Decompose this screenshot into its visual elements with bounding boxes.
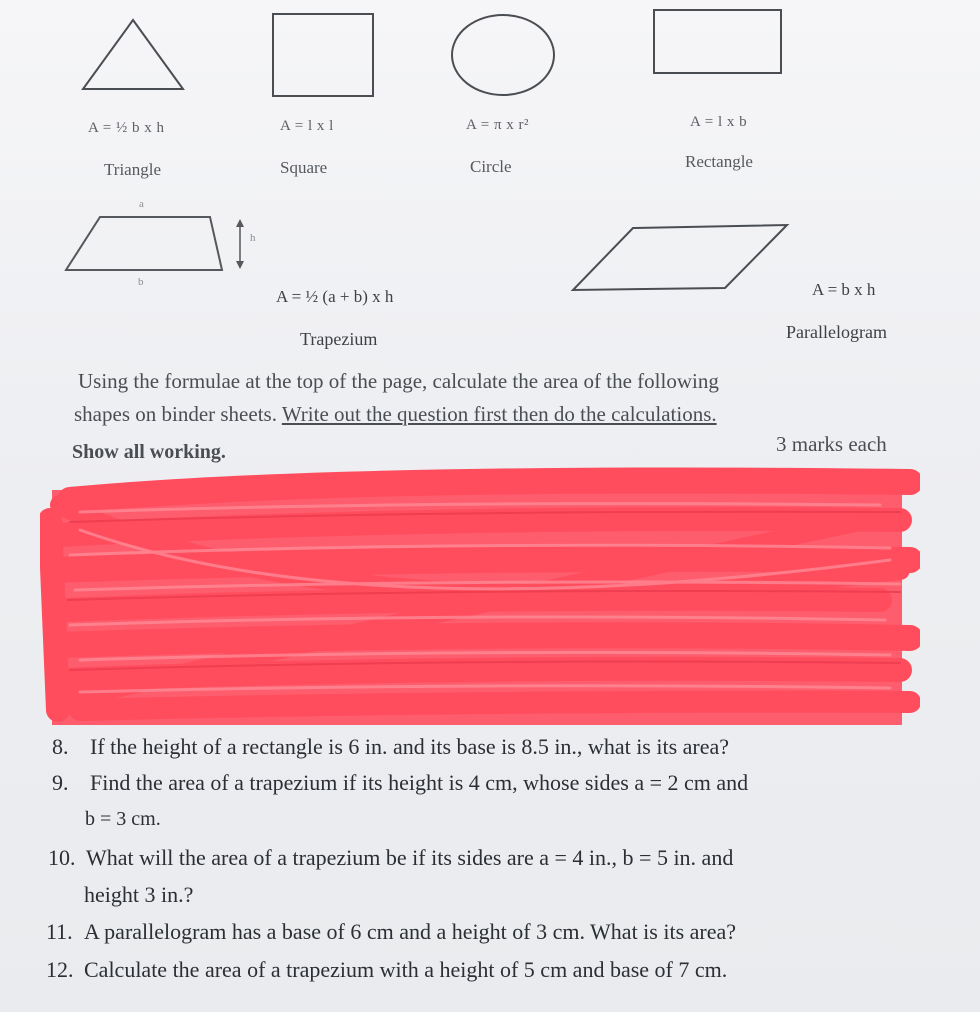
triangle-figure — [75, 15, 195, 95]
question-text: If the height of a rectangle is 6 in. and its base is 8.5 in., what is its area? — [90, 734, 730, 759]
question-text: A parallelogram has a base of 6 cm and a height of 3 cm. What is its area? — [84, 919, 737, 944]
question-number: 10. — [48, 845, 76, 870]
question-12 — [46, 951, 727, 988]
question-number: 9. — [52, 770, 69, 795]
instructions-line-2-underlined: Write out the question first then do the calculations. — [281, 402, 717, 426]
question-number: 8. — [52, 734, 69, 759]
question-text: What will the area of a trapezium be if its sides are a = 4 in., b = 5 in. and — [86, 845, 734, 870]
question-text: Find the area of a trapezium if its height is 4 cm, whose sides a = 2 cm and — [90, 770, 749, 795]
parallelogram-figure — [565, 220, 795, 295]
question-11 — [46, 913, 736, 950]
circle-figure — [448, 10, 560, 100]
marks-note: 3 marks each — [776, 432, 887, 456]
trapezium-height-label: h — [250, 232, 256, 244]
rectangle-label: Rectangle — [685, 152, 753, 171]
question-9-continued: b = 3 cm. — [85, 808, 161, 830]
instructions-line-2-plain: shapes on binder sheets. — [74, 402, 282, 426]
trapezium-side-b-label: b — [138, 276, 144, 288]
instructions-line-2 — [74, 398, 717, 430]
parallelogram-label: Parallelogram — [786, 322, 887, 342]
trapezium-formula: A = ½ (a + b) x h — [276, 287, 394, 306]
triangle-formula: A = ½ b x h — [88, 120, 165, 136]
trapezium-label: Trapezium — [300, 329, 378, 349]
trapezium-side-a-label: a — [139, 198, 144, 210]
square-figure — [270, 10, 380, 100]
question-10-continued: height 3 in.? — [84, 882, 194, 907]
circle-label: Circle — [470, 157, 512, 176]
question-number: 11. — [46, 919, 73, 944]
show-working-text: Show all working. — [72, 441, 226, 463]
red-redaction-scribble — [40, 460, 920, 735]
question-text: Calculate the area of a trapezium with a height of 5 cm and base of 7 cm. — [84, 957, 728, 982]
rectangle-formula: A = l x b — [690, 114, 748, 130]
rectangle-figure — [650, 5, 790, 77]
question-10 — [48, 839, 733, 876]
square-formula: A = l x l — [280, 118, 334, 134]
question-8 — [52, 728, 729, 765]
instructions-line-1: Using the formulae at the top of the page, calculate the area of the following — [78, 369, 719, 393]
square-label: Square — [280, 158, 328, 177]
question-9 — [52, 764, 748, 801]
circle-formula: A = π x r² — [466, 117, 530, 133]
question-number: 12. — [46, 957, 74, 982]
trapezium-figure — [60, 195, 270, 290]
triangle-label: Triangle — [104, 160, 161, 179]
parallelogram-formula: A = b x h — [812, 280, 876, 299]
